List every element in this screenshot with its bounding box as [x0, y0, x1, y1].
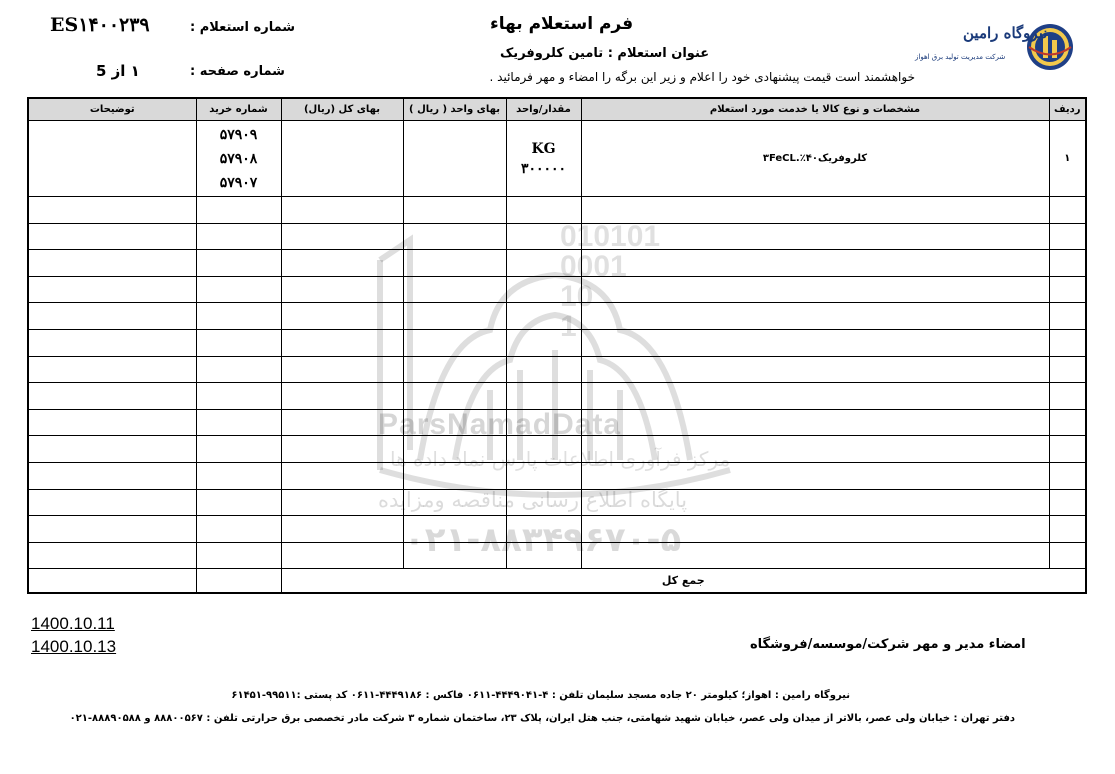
table-header-row: [28, 98, 1086, 121]
total-label: جمع کل: [281, 569, 1086, 594]
table-row: [28, 542, 1086, 569]
cell-notes: [28, 121, 196, 197]
table-row: [28, 121, 1086, 197]
total-purchase-no: [196, 569, 281, 594]
table-row: [28, 462, 1086, 489]
purchase-number: ۵۷۹۰۹: [219, 126, 258, 143]
table-row: [28, 409, 1086, 436]
subject-row: [500, 46, 709, 61]
inquiry-table: [27, 97, 1087, 594]
inquiry-number: ES۱۴۰۰۲۳۹: [50, 14, 150, 36]
watermark-digit-line: 0001: [560, 250, 627, 283]
cell-quantity-unit: [506, 121, 581, 197]
header-unit-price: بهای واحد ( ریال ): [403, 98, 506, 121]
request-text: خواهشمند است قیمت پیشنهادی خود را اعلام و زیر این برگه را امضاء و مهر فرمائید .: [489, 70, 915, 84]
cell-description: کلروفریک۴۰٪.۳FeCL: [581, 121, 1049, 197]
purchase-number: ۵۷۹۰۸: [219, 150, 258, 167]
watermark-line2: پایگاه اطلاع رسانی مناقصه ومزایده: [378, 488, 688, 512]
header-purchase-no: شماره خرید: [196, 98, 281, 121]
table-row: [28, 197, 1086, 224]
table-row: [28, 303, 1086, 330]
table-row: [28, 356, 1086, 383]
cell-row-no: ۱: [1049, 121, 1086, 197]
cell-unit-price: [403, 121, 506, 197]
date-1: 1400.10.11: [31, 614, 115, 633]
table-row: [28, 329, 1086, 356]
logo-subtitle: شرکت مدیریت تولید برق اهواز: [915, 53, 1006, 61]
form-title: فرم استعلام بهاء: [490, 14, 634, 34]
quantity: ۳۰۰۰۰۰: [520, 160, 567, 177]
table-row: [28, 489, 1086, 516]
cell-total-price: [281, 121, 403, 197]
header-total-price: بهای کل (ریال): [281, 98, 403, 121]
subject-value: تامین کلروفریک: [500, 46, 604, 61]
unit: KG: [531, 140, 556, 157]
signature-label: امضاء مدیر و مهر شرکت/موسسه/فروشگاه: [750, 637, 1026, 652]
watermark-phone: ۰۲۱-۸۸۳۴۹۶۷۰-۵: [404, 520, 682, 560]
page-number-label: شماره صفحه :: [190, 64, 285, 79]
company-logo: [915, 22, 1075, 72]
table-row: [28, 276, 1086, 303]
cell-purchase-no: [196, 121, 281, 197]
address-line-2: دفتر تهران : خیابان ولی عصر، بالاتر از میدان ولی عصر، خیابان شهید شهامتی، جنب هتل ایران، پلاک ۲۳، ساختمان شماره ۳ شرکت مادر تخصصی برق حرارتی تلفن : ۸۸۸۰۰۵۶۷ و ۸۸۸۹۰۵۸۸-۰۲۱: [69, 713, 1015, 724]
watermark-digit-line: 10: [560, 280, 594, 313]
header-notes: توضیحات: [28, 98, 196, 121]
watermark-digit-line: 1: [560, 310, 577, 343]
total-notes: [28, 569, 196, 594]
watermark-line1: مرکز فرآوری اطلاعات پارس نماد داده ها: [390, 447, 731, 471]
table-row: [28, 436, 1086, 463]
watermark-brand: ParsNamadData: [378, 408, 622, 441]
table-row: [28, 516, 1086, 543]
watermark-digit-line: 010101: [560, 220, 661, 253]
inquiry-number-label: شماره استعلام :: [190, 20, 296, 35]
logo-name: نیروگاه رامین: [963, 24, 1048, 42]
header-description: مشخصات و نوع کالا یا خدمت مورد استعلام: [581, 98, 1049, 121]
table-row: [28, 223, 1086, 250]
total-row: [28, 569, 1086, 594]
address-line-1: نیروگاه رامین : اهواز؛ کیلومتر ۲۰ جاده مسجد سلیمان تلفن : ۴-۴۴۴۹۰۴۱-۰۶۱۱ فاکس : ۴۴۴۹۱۸۶-۰۶۱۱ کد پستی :۹۹۵۱۱-۶۱۴۵۱: [231, 690, 850, 701]
table-row: [28, 383, 1086, 410]
page-number: ۱ از 5: [96, 62, 140, 80]
table-row: [28, 250, 1086, 277]
subject-label: عنوان استعلام :: [607, 46, 710, 61]
header-row-no: ردیف: [1049, 98, 1086, 121]
date-2: 1400.10.13: [31, 637, 117, 656]
header-quantity-unit: مقدار/واحد: [506, 98, 581, 121]
purchase-number: ۵۷۹۰۷: [219, 174, 258, 191]
